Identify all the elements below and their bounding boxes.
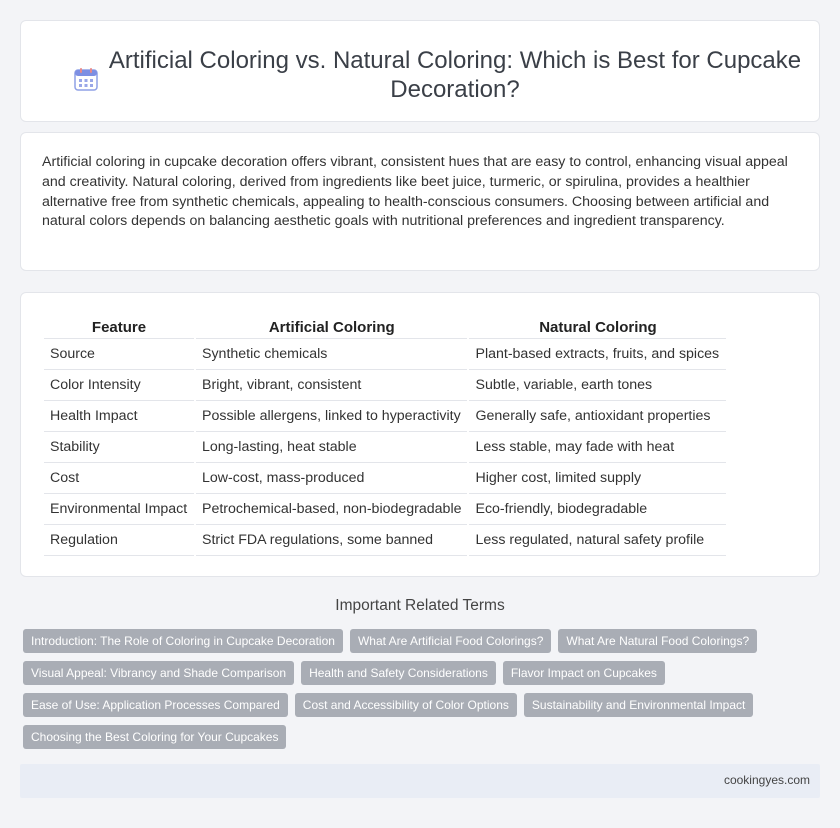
table-cell: Cost xyxy=(44,463,194,494)
table-row xyxy=(44,432,726,463)
column-header-artificial: Artificial Coloring xyxy=(196,313,467,339)
related-term-tag[interactable]: What Are Natural Food Colorings? xyxy=(558,629,757,653)
table-cell: Strict FDA regulations, some banned xyxy=(196,525,467,556)
comparison-table xyxy=(42,313,728,556)
table-cell: Generally safe, antioxidant properties xyxy=(469,401,726,432)
page-title: Artificial Coloring vs. Natural Coloring: Which is Best for Cupcake Decoration? xyxy=(108,47,802,103)
table-row xyxy=(44,463,726,494)
table-row xyxy=(44,401,726,432)
column-header-feature: Feature xyxy=(44,313,194,339)
table-cell: Health Impact xyxy=(44,401,194,432)
title-card xyxy=(20,20,820,122)
related-terms-heading: Important Related Terms xyxy=(335,597,505,614)
related-term-tag[interactable]: Sustainability and Environmental Impact xyxy=(524,693,753,717)
table-row xyxy=(44,370,726,401)
table-header-row xyxy=(44,313,726,339)
related-term-tag[interactable]: Cost and Accessibility of Color Options xyxy=(295,693,517,717)
table-cell: Long-lasting, heat stable xyxy=(196,432,467,463)
related-term-tag[interactable]: What Are Artificial Food Colorings? xyxy=(350,629,551,653)
table-cell: Possible allergens, linked to hyperactivity xyxy=(196,401,467,432)
footer-site-link[interactable]: cookingyes.com xyxy=(723,773,810,787)
table-row xyxy=(44,339,726,370)
table-cell: Subtle, variable, earth tones xyxy=(469,370,726,401)
related-term-tag[interactable]: Health and Safety Considerations xyxy=(301,661,496,685)
table-cell: Less stable, may fade with heat xyxy=(469,432,726,463)
related-term-tag[interactable]: Introduction: The Role of Coloring in Cupcake Decoration xyxy=(23,629,343,653)
table-cell: Low-cost, mass-produced xyxy=(196,463,467,494)
table-row xyxy=(44,525,726,556)
table-cell: Color Intensity xyxy=(44,370,194,401)
table-cell: Less regulated, natural safety profile xyxy=(469,525,726,556)
related-term-tag[interactable]: Visual Appeal: Vibrancy and Shade Comparison xyxy=(23,661,294,685)
intro-card xyxy=(20,132,820,271)
comparison-card xyxy=(20,292,820,577)
table-cell: Petrochemical-based, non-biodegradable xyxy=(196,494,467,525)
table-cell: Environmental Impact xyxy=(44,494,194,525)
related-terms-list xyxy=(23,629,813,757)
table-cell: Source xyxy=(44,339,194,370)
related-term-tag[interactable]: Flavor Impact on Cupcakes xyxy=(503,661,665,685)
related-term-tag[interactable]: Ease of Use: Application Processes Compared xyxy=(23,693,288,717)
intro-paragraph: Artificial coloring in cupcake decoration offers vibrant, consistent hues that are easy to control, enhancing visual appeal and creativity. Natural coloring, derived from ingredients like beet juice, turmeric, or spirulina, provides a healthier alternative free from synthetic chemicals, appealing to health-conscious consumers. Choosing between artificial and natural colors depends on balancing aesthetic goals with nutritional preferences and ingredient transparency. xyxy=(42,154,788,230)
footer xyxy=(20,764,820,798)
table-cell: Eco-friendly, biodegradable xyxy=(469,494,726,525)
table-cell: Plant-based extracts, fruits, and spices xyxy=(469,339,726,370)
column-header-natural: Natural Coloring xyxy=(469,313,726,339)
table-cell: Regulation xyxy=(44,525,194,556)
table-row xyxy=(44,494,726,525)
table-cell: Higher cost, limited supply xyxy=(469,463,726,494)
related-term-tag[interactable]: Choosing the Best Coloring for Your Cupcakes xyxy=(23,725,286,749)
table-cell: Stability xyxy=(44,432,194,463)
table-cell: Bright, vibrant, consistent xyxy=(196,370,467,401)
table-cell: Synthetic chemicals xyxy=(196,339,467,370)
